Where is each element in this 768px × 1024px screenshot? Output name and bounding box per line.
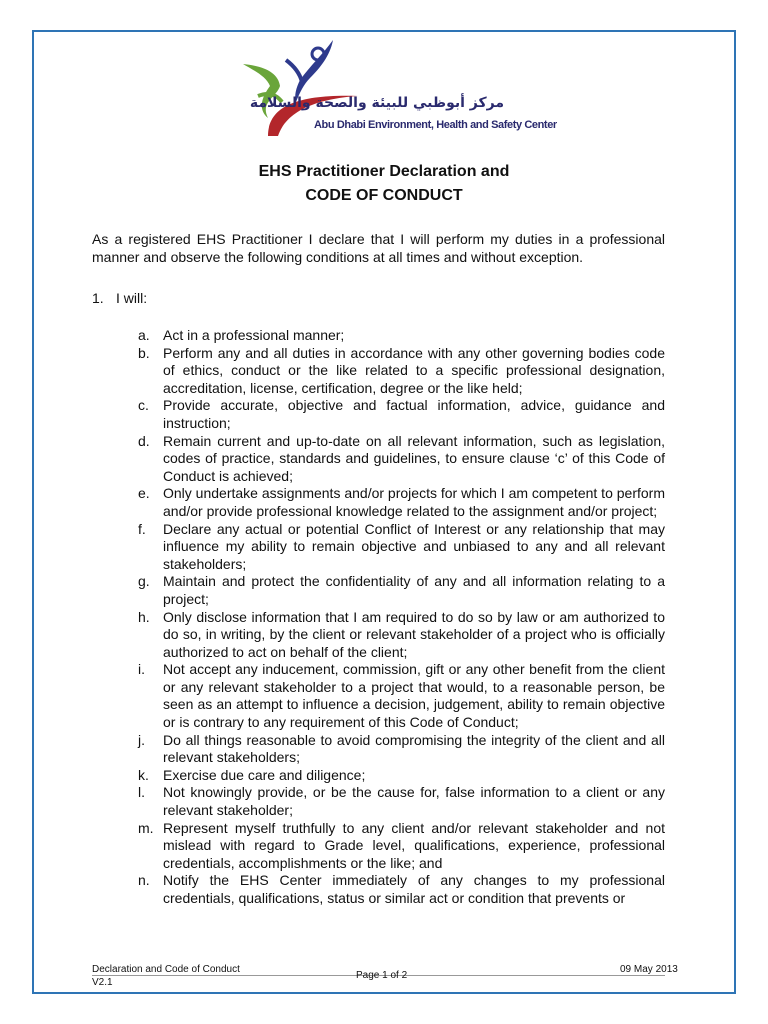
- item-text: Not accept any inducement, commission, gift or any other benefit from the client or any relevant stakeholder to a project that would, to a reasonable person, be seen as an attempt to influence a decision, judgement, ability to remain objective or is contrary to any requirement of this Code of Conduct;: [163, 661, 665, 731]
- list-item: [138, 485, 665, 520]
- list-item: [138, 327, 665, 345]
- item-letter: f.: [138, 520, 146, 537]
- list-item: [138, 872, 665, 907]
- item-letter: l.: [138, 784, 145, 801]
- item-text: Act in a professional manner;: [163, 327, 345, 343]
- item-letter: i.: [138, 661, 145, 678]
- logo-arabic-name: مركز أبوظبي للبيئة والصحة والسلامة: [249, 95, 504, 111]
- logo-english-name: Abu Dhabi Environment, Health and Safety Center: [314, 119, 557, 131]
- list-item: [138, 732, 665, 767]
- item-letter: a.: [138, 327, 150, 343]
- item-letter: d.: [138, 432, 150, 449]
- list-item: [138, 345, 665, 398]
- item-letter: g.: [138, 573, 150, 590]
- item-text: Perform any and all duties in accordance with any other governing bodies code of ethics, conduct or the like related to a specific professional designation, accreditation, license, certification, degree or the like held;: [163, 344, 665, 396]
- item-letter: m.: [138, 819, 154, 836]
- section-heading: [92, 290, 147, 306]
- item-text: Do all things reasonable to avoid compromising the integrity of the client and all relevant stakeholders;: [163, 731, 665, 766]
- list-item: [138, 397, 665, 432]
- list-item: [138, 767, 665, 785]
- list-item: [138, 573, 665, 608]
- section-number: 1.: [92, 290, 104, 306]
- ehs-center-logo: [238, 36, 557, 144]
- conduct-items-list: [138, 327, 665, 908]
- document-title-line2: CODE OF CONDUCT: [305, 187, 463, 204]
- item-text: Remain current and up-to-date on all relevant information, such as legislation, codes of practice, standards and guidelines, to ensure clause ‘c’ of this Code of Conduct is achieved;: [163, 432, 665, 484]
- item-text: Not knowingly provide, or be the cause for, false information to a client or any relevant stakeholder;: [163, 784, 665, 819]
- footer-date: 09 May 2013: [620, 964, 678, 975]
- footer-page-number: Page 1 of 2: [356, 970, 408, 981]
- item-text: Exercise due care and diligence;: [163, 766, 366, 783]
- section-heading-text: I will:: [116, 290, 148, 306]
- document-title-line1: EHS Practitioner Declaration and: [258, 163, 510, 180]
- item-text: Maintain and protect the confidentiality of any and all information relating to a project;: [163, 573, 665, 607]
- list-item: [138, 784, 665, 819]
- intro-paragraph: As a registered EHS Practitioner I declare that I will perform my duties in a professional manner and observe the following conditions at all times and without exception.: [92, 231, 665, 265]
- list-item: [138, 609, 665, 662]
- item-letter: h.: [138, 608, 150, 625]
- item-text: Notify the EHS Center immediately of any changes to my professional credentials, qualifications, status or similar act or condition that prevents or: [163, 872, 665, 906]
- item-letter: e.: [138, 485, 150, 502]
- item-text: Only disclose information that I am required to do so by law or am authorized to do so, in writing, by the client or relevant stakeholder of a project who is officially authorized to act on behalf of the client;: [163, 608, 665, 660]
- item-letter: n.: [138, 872, 150, 889]
- list-item: [138, 433, 665, 486]
- list-item: [138, 820, 665, 873]
- item-letter: j.: [138, 731, 145, 748]
- item-text: Only undertake assignments and/or projects for which I am competent to perform and/or provide professional knowledge related to the assignment and/or project;: [163, 485, 665, 519]
- item-letter: c.: [138, 397, 149, 414]
- item-text: Provide accurate, objective and factual information, advice, guidance and instruction;: [163, 397, 665, 431]
- list-item: [138, 661, 665, 731]
- item-letter: k.: [138, 766, 149, 783]
- footer-document-name: Declaration and Code of Conduct: [92, 964, 240, 975]
- list-item: [138, 521, 665, 574]
- item-letter: b.: [138, 344, 150, 361]
- item-text: Declare any actual or potential Conflict of Interest or any relationship that may influence my ability to remain objective and unbiased to any and all relevant stakeholders;: [163, 520, 665, 572]
- footer-version: V2.1: [92, 977, 113, 988]
- item-text: Represent myself truthfully to any client and/or relevant stakeholder and not mislead with regard to Grade level, qualifications, experience, professional credentials, accomplishments or the like; and: [163, 819, 665, 871]
